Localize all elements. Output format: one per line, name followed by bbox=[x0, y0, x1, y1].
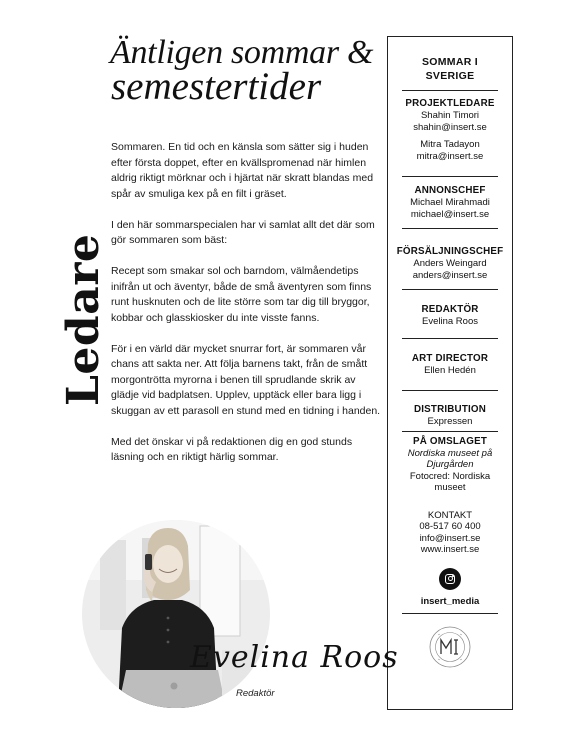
projektledare-heading: PROJEKTLEDARE bbox=[405, 98, 495, 109]
editor-signature: Evelina Roos bbox=[190, 640, 399, 675]
section-label: Ledare bbox=[58, 233, 109, 406]
body-paragraph: I den här sommarspecialen har vi samlat allt det där som gör sommaren som bäst: bbox=[111, 218, 375, 246]
divider bbox=[402, 613, 498, 614]
section-projektledare bbox=[388, 98, 512, 162]
divider bbox=[402, 431, 498, 432]
section-forsaljningschef bbox=[388, 246, 512, 281]
divider bbox=[402, 228, 498, 229]
person-name: Anders Weingard bbox=[413, 258, 487, 269]
divider bbox=[402, 90, 498, 91]
person-email: anders@insert.se bbox=[412, 269, 488, 281]
distributor-name: Expressen bbox=[427, 416, 473, 427]
editorial-body bbox=[111, 140, 381, 481]
person-email: shahin@insert.se bbox=[413, 121, 487, 133]
person-name: Evelina Roos bbox=[422, 316, 478, 327]
section-distribution bbox=[388, 404, 512, 428]
redaktor-heading: REDAKTÖR bbox=[421, 304, 479, 315]
photo-credit: Fotocred: Nordiska museet bbox=[409, 470, 491, 493]
section-annonschef bbox=[388, 185, 512, 220]
insert-media-logo-icon bbox=[429, 626, 471, 668]
instagram-block bbox=[388, 568, 512, 607]
contact-phone: 08-517 60 400 bbox=[419, 521, 481, 532]
divider bbox=[402, 289, 498, 290]
section-kontakt bbox=[388, 510, 512, 556]
section-omslaget bbox=[388, 436, 512, 494]
body-paragraph: Med det önskar vi på redaktionen dig en god stunds läsning och en riktigt härlig sommar. bbox=[111, 435, 353, 463]
contact-web: www.insert.se bbox=[420, 544, 480, 555]
page-title bbox=[110, 34, 385, 108]
art-director-heading: ART DIRECTOR bbox=[411, 352, 489, 364]
instagram-handle[interactable]: insert_media bbox=[420, 595, 480, 607]
cover-description: Nordiska museet på Djurgården bbox=[407, 447, 493, 470]
annonschef-heading: ANNONSCHEF bbox=[414, 185, 486, 196]
masthead-sidebar bbox=[387, 36, 513, 710]
body-paragraph: För i en värld där mycket snurrar fort, är sommaren vår chans att sakta ner. Att följa barnens takt, från de smått morgontrötta myrorna i benen till sprudlande skrik av glädje vid badplatsen. Upplev, upptäck eller bara ligg i skuggan av ett parasoll en stund med en tidning i handen. bbox=[111, 342, 381, 417]
person-name: Mitra Tadayon bbox=[420, 139, 480, 150]
body-paragraph: Recept som smakar sol och barndom, välmåendetips inifrån ut och äventyr, både de små äventyren som finns runt husknuten och de lite större som tar dig till bryggor, kobbar och glasskiosker du inte visste fanns. bbox=[111, 265, 372, 324]
contact-email: info@insert.se bbox=[419, 532, 481, 544]
forsaljningschef-heading: FÖRSÄLJNINGSCHEF bbox=[396, 246, 504, 257]
person-name: Ellen Hedén bbox=[424, 364, 476, 376]
title-line-2: semestertider bbox=[111, 65, 322, 108]
title-line-1: Äntligen sommar & bbox=[110, 34, 374, 71]
divider bbox=[402, 338, 498, 339]
kontakt-heading: KONTAKT bbox=[427, 509, 473, 521]
section-redaktor bbox=[388, 304, 512, 328]
editor-role: Redaktör bbox=[236, 688, 275, 699]
distribution-heading: DISTRIBUTION bbox=[413, 404, 487, 415]
person-email: michael@insert.se bbox=[410, 208, 490, 220]
person-email: mitra@insert.se bbox=[416, 150, 484, 162]
section-art-director bbox=[388, 353, 512, 377]
divider bbox=[402, 176, 498, 177]
divider bbox=[402, 390, 498, 391]
person-name: Michael Mirahmadi bbox=[410, 197, 490, 208]
person-name: Shahin Timori bbox=[420, 110, 480, 121]
body-paragraph: Sommaren. En tid och en känsla som sätter sig i huden efter första doppet, efter en kvällspromenad när himlen aldrig riktigt mörknar och i hjärtat när skratt blandas med spår av smuliga kex på en filt i gräset. bbox=[111, 141, 374, 200]
sidebar-title: SOMMAR I SVERIGE bbox=[421, 56, 479, 82]
editor-photo bbox=[82, 520, 270, 708]
instagram-icon[interactable] bbox=[439, 568, 461, 590]
omslaget-heading: PÅ OMSLAGET bbox=[412, 435, 488, 447]
